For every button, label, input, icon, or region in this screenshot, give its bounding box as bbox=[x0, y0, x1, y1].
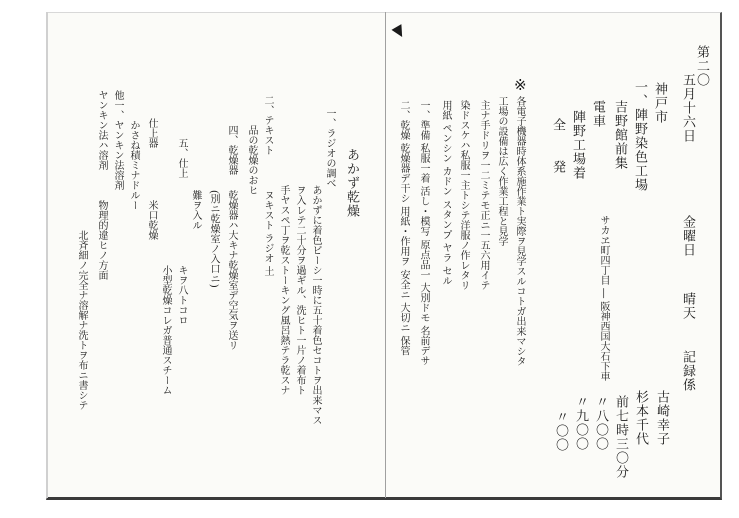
body-5: 品の乾燥のおヒ bbox=[246, 125, 257, 195]
time-b: 〃八〇〇 bbox=[593, 395, 608, 451]
other-body-1: ヤンキン法ハ溶剤 bbox=[96, 90, 107, 170]
subsection-2: 二、テキスト bbox=[262, 95, 273, 155]
recorder-name-2: 杉本千代 bbox=[633, 390, 648, 446]
other-body-2: 物理的違ヒノ方面 bbox=[96, 200, 107, 280]
depart-1: 全 bbox=[550, 118, 565, 132]
step-preparation: 一、準備 私服一着 活し・模写 原点品一 大別ドモ 名前デサ bbox=[418, 100, 429, 366]
body-13: かさね積ミナドルー bbox=[128, 120, 139, 210]
other-body-3: 北斉細ノ完全ナ溶解ナ洗トヲ布ニ書シテ bbox=[76, 230, 87, 410]
location: 神戸市 bbox=[652, 82, 667, 124]
time-c: 〃九〇〇 bbox=[573, 395, 588, 451]
body-11: 仕上器 bbox=[146, 118, 157, 148]
body-2: ヲ入レテ二十分ヲ過ギル、洗ヒト一片ノ着布ト bbox=[294, 185, 305, 395]
note-3: 主ナ手ドリヲ一二ミテモ正ニ一五六用イテ bbox=[478, 100, 489, 290]
binding-edge bbox=[46, 12, 48, 498]
ink-mark: ▼ bbox=[389, 20, 409, 42]
depart-2: 発 bbox=[550, 160, 565, 174]
subsection-4: 四、乾燥器 bbox=[226, 125, 237, 175]
body-1: あかずに着色ビーシ一時に五十着色セコトヲ出来マス bbox=[310, 185, 321, 425]
body-6: 乾燥器ハ大キナ乾燥室デ空気ヲ送リ bbox=[226, 190, 237, 350]
arrival: 陣野工場着 bbox=[570, 110, 585, 180]
time-d: 〃〇〇 bbox=[553, 410, 568, 452]
weekday: 金曜日 bbox=[680, 215, 695, 257]
materials: 用紙 ペンシン カドン スタンプ ヤラ セル bbox=[440, 100, 451, 286]
route-note: サカヱ町四丁目 ― 阪神西国大石下車 bbox=[598, 215, 609, 382]
note-1: 各電子機器時体系施作業ト実際ヲ見学スルコトガ出来マシタ bbox=[514, 96, 525, 366]
body-4: ヌキスト ラジオ 土 bbox=[262, 190, 273, 277]
train: 電車 bbox=[590, 100, 605, 128]
body-10: 小型乾燥コレガ普通スチーム bbox=[160, 265, 171, 395]
body-7: (別ニ乾燥室ノ入口ニ) bbox=[208, 190, 219, 288]
subsection-5: 五、仕上 bbox=[176, 138, 187, 178]
session-number: 第二〇 bbox=[694, 45, 709, 87]
section-heading: あかず乾燥 bbox=[344, 148, 359, 218]
time-a: 前七時三〇分 bbox=[613, 395, 628, 479]
body-8: 難ヲ入ル bbox=[190, 190, 201, 230]
other-heading: 他一、ヤンキン法溶剤 bbox=[112, 90, 123, 190]
asterisk-mark: ※ bbox=[514, 76, 527, 94]
meeting-place: 吉野館前集 bbox=[612, 100, 627, 170]
subsection-1: 一、ラジオの調べ bbox=[324, 108, 335, 188]
body-3: 手ヤスペ丁ヲ乾ストーキング風呂熱テラ乾スナ bbox=[278, 185, 289, 395]
weather: 晴天 bbox=[680, 292, 695, 320]
item-1-title: 一、陣野染色工場 bbox=[632, 80, 647, 192]
body-12: 米口乾燥 bbox=[146, 200, 157, 240]
date: 五月十六日 bbox=[680, 73, 695, 143]
recorder-label: 記録係 bbox=[680, 350, 695, 392]
body-9: キヲ八トコロ bbox=[176, 265, 187, 325]
recorder-name-1: 古崎幸子 bbox=[654, 390, 669, 446]
note-4: 染ドスケハ私服一主トシテ洋服ノ作レタリ bbox=[458, 100, 469, 290]
page-fold bbox=[385, 12, 386, 498]
note-2: 工場の設備は広く作業工程と見学 bbox=[496, 96, 507, 246]
step-drying: 二、乾燥 乾燥器デ干シ 用紙・作用ヲ 安全ニ 大切ニ 保管 bbox=[398, 100, 409, 356]
